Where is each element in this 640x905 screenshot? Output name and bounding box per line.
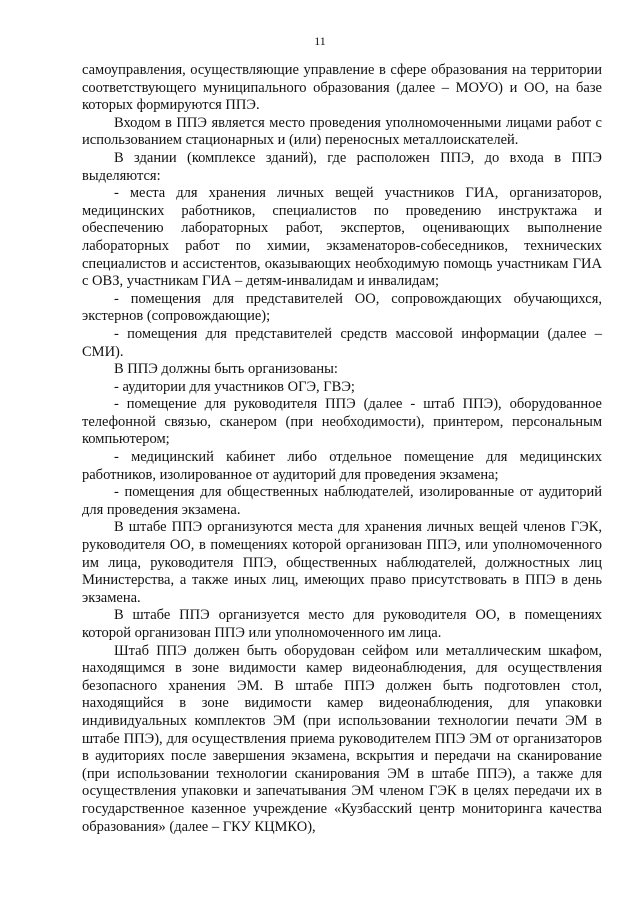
paragraph: В штабе ППЭ организуется место для руководителя ОО, в помещениях которой организован ППЭ или уполномоченного им лица. <box>82 607 602 641</box>
paragraph: В здании (комплексе зданий), где расположен ППЭ, до входа в ППЭ выделяются: <box>82 149 602 184</box>
page-number: 11 <box>314 34 326 48</box>
paragraph: В ППЭ должны быть организованы: <box>114 361 338 378</box>
list-item: - помещения для представителей средств массовой информации (далее – СМИ). <box>82 325 602 360</box>
document-body <box>82 62 602 836</box>
list-item: - помещение для руководителя ППЭ (далее - штаб ППЭ), оборудованное телефонной связью, сканером (при необходимости), принтером, персональным компьютером; <box>82 396 602 448</box>
list-item: - помещения для общественных наблюдателей, изолированные от аудиторий для проведения экзамена. <box>82 484 602 518</box>
paragraph: Входом в ППЭ является место проведения уполномоченными лицами работ с использованием стационарных и (или) переносных металлоискателей. <box>82 114 602 149</box>
list-item: - медицинский кабинет либо отдельное помещение для медицинских работников, изолированное от аудиторий для проведения экзамена; <box>82 449 602 483</box>
paragraph: Штаб ППЭ должен быть оборудован сейфом или металлическим шкафом, находящимся в зоне видимости камер видеонаблюдения, для осуществления безопасного хранения ЭМ. В штабе ППЭ должен быть подготовлен стол, находящийся в зоне видимости камер видеонаблюдения, для упаковки индивидуальных комплектов ЭМ (при использовании технологии печати ЭМ в штабе ППЭ), для осуществления приема руководителем ППЭ ЭМ от организаторов в аудиториях после завершения экзамена, вскрытия и передачи на сканирование (при использовании технологии сканирования ЭМ в штабе ППЭ), а также для осуществления упаковки и запечатывания ЭМ членом ГЭК в целях передачи их в государственное казенное учреждение «Кузбасский центр мониторинга качества образования» (далее – ГКУ КЦМКО), <box>82 642 602 835</box>
paragraph: самоуправления, осуществляющие управление в сфере образования на территории соответствующего муниципального образования (далее – МОУО) и ОО, на базе которых формируются ППЭ. <box>82 62 602 114</box>
list-item: - помещения для представителей ОО, сопровождающих обучающихся, экстернов (сопровождающие); <box>82 290 602 325</box>
paragraph: В штабе ППЭ организуются места для хранения личных вещей членов ГЭК, руководителя ОО, в помещениях которой организован ППЭ, или уполномоченного им лица, руководителя ППЭ, общественных наблюдателей, должностных лиц Министерства, а также иных лиц, имеющих право присутствовать в ППЭ в день экзамена. <box>82 519 602 606</box>
list-item: - места для хранения личных вещей участников ГИА, организаторов, медицинских работников, специалистов по проведению инструктажа и обеспечению лабораторных работ, экспертов, оценивающих выполнение лабораторных работ по химии, экзаменаторов-собеседников, технических специалистов и ассистентов, оказывающих необходимую помощь участникам ГИА с ОВЗ, участникам ГИА – детям-инвалидам и инвалидам; <box>82 185 602 290</box>
list-item: - аудитории для участников ОГЭ, ГВЭ; <box>114 378 355 395</box>
